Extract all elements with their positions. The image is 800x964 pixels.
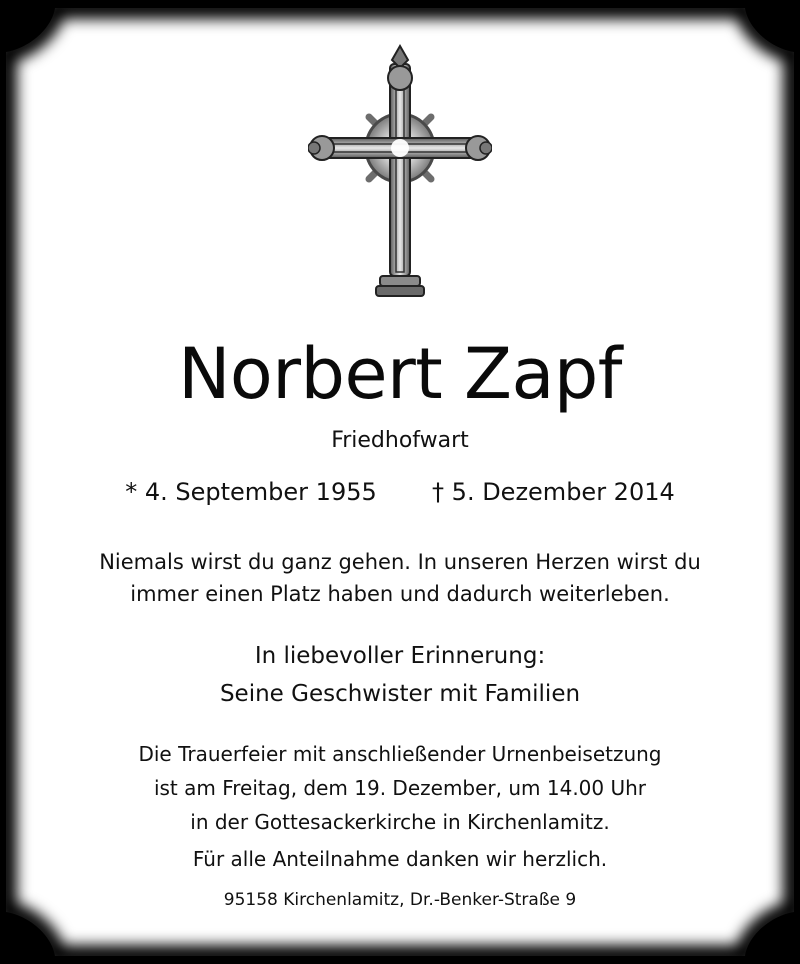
- occupation: Friedhofwart: [331, 428, 469, 453]
- remembrance-heading: In liebevoller Erinnerung:: [254, 643, 546, 669]
- deceased-name: Norbert Zapf: [178, 333, 622, 415]
- death-symbol: †: [432, 478, 445, 506]
- death-date: 5. Dezember 2014: [451, 478, 675, 506]
- mourners: Seine Geschwister mit Familien: [219, 681, 581, 707]
- address: 95158 Kirchenlamitz, Dr.-Benker-Straße 9: [223, 890, 577, 910]
- life-dates: [0, 476, 800, 508]
- remembrance-block: [0, 637, 800, 713]
- birth-date: 4. September 1955: [144, 478, 377, 506]
- quote-line: immer einen Platz haben und dadurch weiterleben.: [130, 582, 670, 606]
- quote-line: Niemals wirst du ganz gehen. In unseren Herzen wirst du: [99, 550, 701, 574]
- memorial-quote: [60, 546, 740, 610]
- birth-symbol: *: [125, 478, 138, 506]
- service-line: in der Gottesackerkirche in Kirchenlamitz.: [190, 810, 610, 834]
- thanks-note: Für alle Anteilnahme danken wir herzlich.: [192, 847, 608, 871]
- funeral-service-info: [0, 737, 800, 839]
- cross-icon: [308, 44, 492, 300]
- service-line: ist am Freitag, dem 19. Dezember, um 14.00 Uhr: [153, 776, 647, 800]
- service-line: Die Trauerfeier mit anschließender Urnenbeisetzung: [138, 742, 662, 766]
